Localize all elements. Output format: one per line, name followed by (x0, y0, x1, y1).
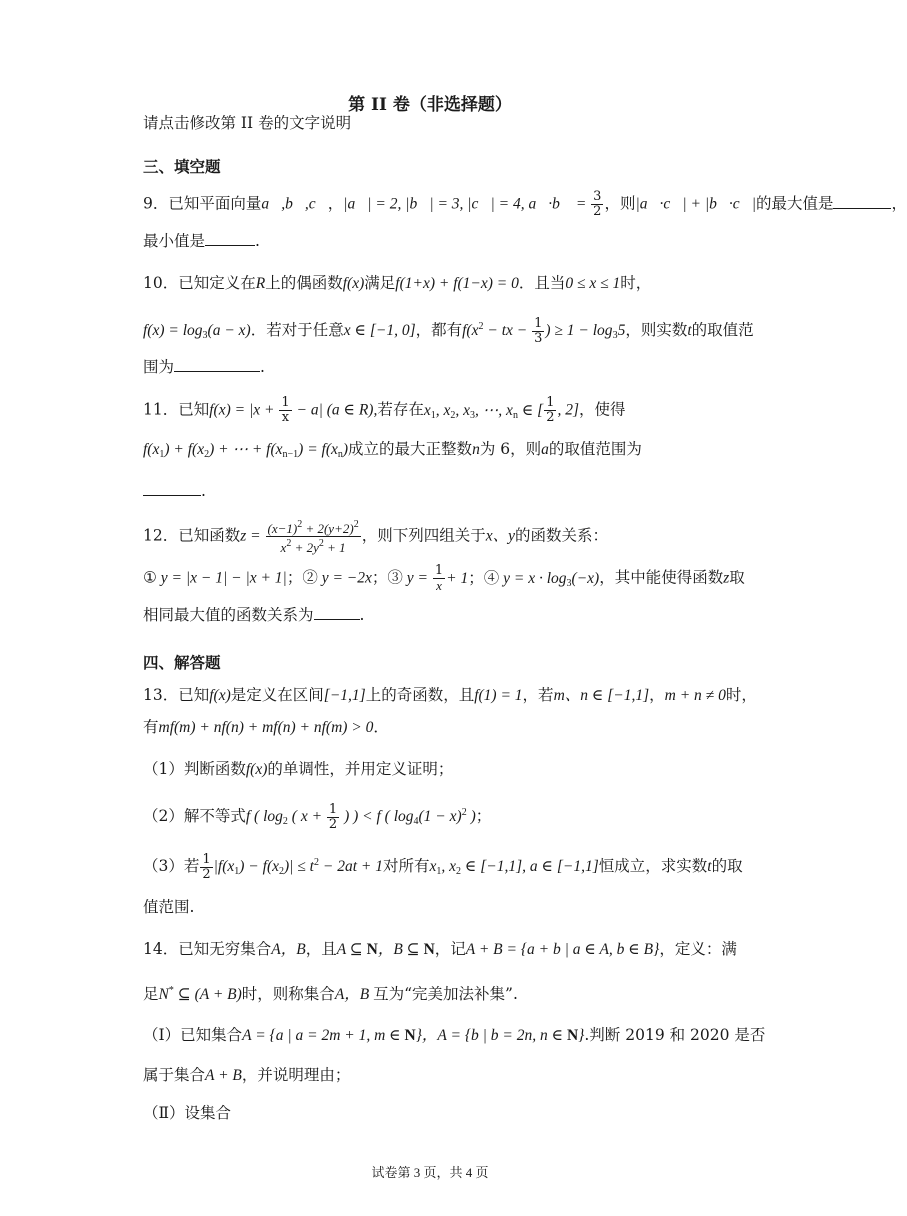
question-12-line-1: 12．已知函数z = $\frac{(x-1)^2 + 2(y+2)^2}{x^2 + 2y^2 + 1}$ ，则下列四组关于x、y的函数关系： (143, 519, 608, 555)
answer-blank[interactable] (833, 194, 891, 209)
question-9-line-2: 最小值是 . (143, 232, 260, 250)
question-14-part-2: （Ⅱ）设集合 (143, 1104, 232, 1122)
fraction: $\frac{3}{2}$ (593, 189, 602, 219)
question-11-line-2: $f(x_1) + f(x_2)$ + ⋯ + $f(x_{n-1}) = f(x_n)$成立的最大正整数n为 6，则a的取值范围为 (143, 440, 642, 460)
question-13-part-3-cont: 值范围. (143, 898, 195, 916)
answer-blank[interactable] (205, 231, 255, 246)
part-heading-fill-in: 三、填空题 (143, 157, 221, 176)
question-13-part-2: （2）解不等式f ( $\log_2$ ( x + $\frac{1}{2}$ ) ) < f ( $\log_4(1 - x)^2$ )； (143, 801, 492, 832)
answer-blank[interactable] (314, 605, 360, 620)
page-footer: 试卷第 3 页，共 4 页 (371, 1165, 489, 1180)
question-14-line-1: 14．已知无穷集合A，B，且A ⊆ N，B ⊆ N，记A + B = {a + b | a ∈ A, b ∈ B}，定义：满 (143, 940, 737, 958)
question-12-line-2: ① y = |x − 1| − |x + 1|；② y = −2x；③ y = $\frac{1}{x}$ + 1；④ $y = x \cdot \log_3(-x)$，其中能使得函数z取 (143, 563, 745, 593)
question-14-part-1: （Ⅰ）已知集合A = {a | a = 2m + 1, m ∈ N}，A = {b | b = 2n, n ∈ N}.判断 2019 和 2020 是否 (143, 1026, 766, 1044)
section-note: 请点击修改第 II 卷的文字说明 (143, 114, 352, 132)
question-10-line-1: 10．已知定义在R上的偶函数f(x)满足f(1+x) + f(1−x) = 0．且当0 ≤ x ≤ 1时， (143, 274, 652, 292)
part-heading-solve: 四、解答题 (143, 653, 221, 672)
formula: |a⃗| = 2, |b⃗| = 3, |c⃗| = 4, a⃗·b⃗ = (343, 195, 591, 213)
question-12-line-3: 相同最大值的函数关系为 . (143, 606, 365, 624)
question-11-line-1: 11．已知f(x) = |x + $\frac{1}{x}$ − a| (a ∈ R),若存在$x_1$, $x_2$, $x_3$, ⋯, $x_n$ ∈ [ $\frac{1}{2}$ , 2]，使得 (143, 395, 626, 425)
question-9-line-1: 9．已知平面向量a⃗,b⃗,c⃗，|a⃗| = 2, |b⃗| = 3, |c⃗| = 4, a⃗·b⃗ = $\frac{3}{2}$ ，则|a⃗·c⃗| + |b⃗·c⃗|的最大值是 ， (143, 189, 907, 219)
section-title: 第 II 卷（非选择题） (348, 95, 512, 115)
formula: |a⃗·c⃗| + |b⃗·c⃗| (635, 195, 756, 213)
question-14-line-2: 足N* ⊆ (A + B)时，则称集合A，B 互为“完美加法补集”. (143, 985, 518, 1003)
question-13-part-3: （3）若 $\frac{1}{2}$ $|f(x_1) - f(x_2)| \le t^2 - 2at + 1$对所有$x_1$, $x_2$ ∈ [−1,1], a ∈ [−1,1]恒成立，求实数t的取 (143, 851, 743, 882)
answer-blank[interactable] (143, 481, 201, 496)
formula: a⃗,b⃗,c⃗ (261, 195, 328, 213)
question-10-line-2: $f(x) = \log_3(a - x)$．若对于任意x ∈ [−1, 0]，都有$f(x^2$ − tx − $\frac{1}{3}$ ) ≥ $1 - \log_35$，则实数t的取值范 (143, 315, 754, 346)
question-13-line-2: 有mf(m) + nf(n) + mf(n) + nf(m) > 0． (143, 718, 389, 736)
question-14-part-1-cont: 属于集合A + B，并说明理由； (143, 1066, 351, 1084)
question-13-line-1: 13．已知f(x)是定义在区间[−1,1]上的奇函数，且f(1) = 1，若m、n ∈ [−1,1]，m + n ≠ 0时， (143, 686, 757, 704)
answer-blank[interactable] (174, 357, 260, 372)
question-11-line-3: . (143, 480, 206, 502)
question-10-line-3: 围为 . (143, 358, 265, 376)
question-13-part-1: （1）判断函数f(x)的单调性，并用定义证明； (143, 760, 454, 778)
